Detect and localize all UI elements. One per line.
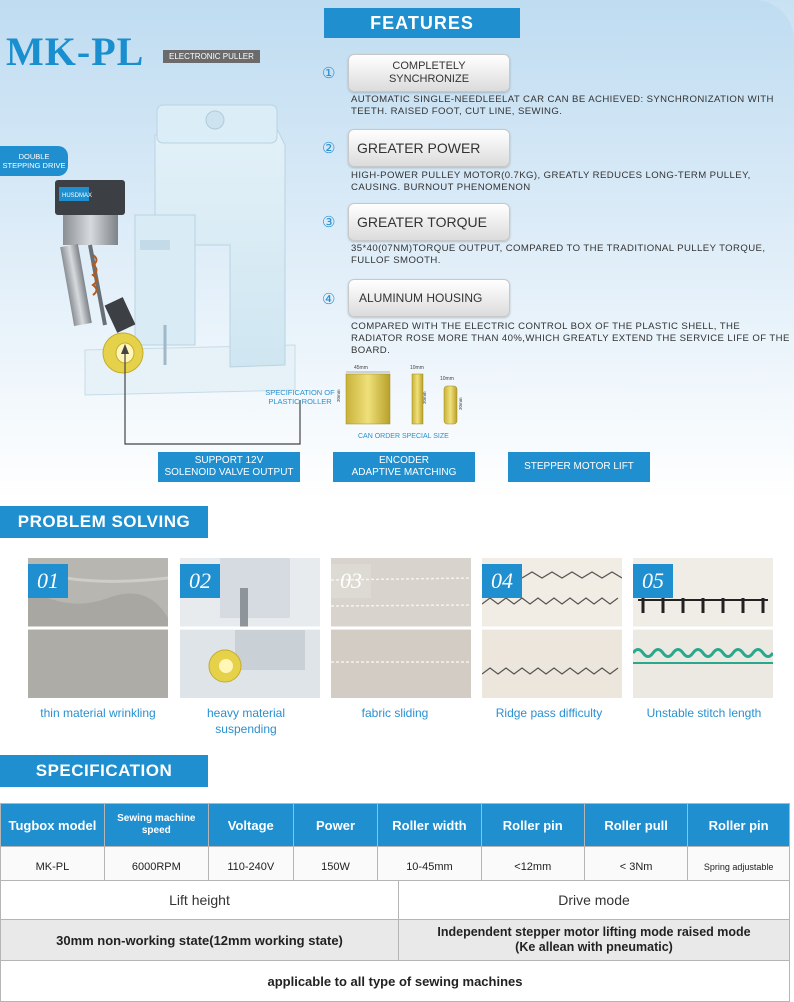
spec-header-power: Power	[293, 804, 378, 847]
problem-4-caption	[474, 705, 624, 721]
feature-3-title-line-1: GREATER TORQUE	[357, 214, 487, 230]
spec-roller-label	[262, 388, 338, 406]
spec-value-roller-width: 10-45mm	[378, 847, 481, 887]
spec-roller-line-1: SPECIFICATION OF	[265, 388, 335, 397]
feature-2-description: HIGH-POWER PULLEY MOTOR(0.7KG), GREATLY REDUCES LONG-TERM PULLEY, CAUSING. BURNOUT PHENOMENON	[351, 170, 751, 193]
problem-card-2	[180, 558, 320, 698]
problem-solving-header: PROBLEM SOLVING	[0, 506, 208, 538]
tag-encoder-line-2: ADAPTIVE MATCHING	[351, 467, 457, 478]
spec-label-row	[1, 881, 790, 920]
feature-3-number: ③	[322, 214, 336, 231]
spec-value-roller-pin: <12mm	[481, 847, 584, 887]
feature-3-title	[348, 203, 510, 241]
spec-value-roller-pull: < 3Nm	[584, 847, 687, 887]
spec-header-tugbox-model: Tugbox model	[1, 804, 105, 847]
problem-card-1	[28, 558, 168, 698]
lift-height-label: Lift height	[1, 881, 399, 920]
roller-dim-small: 10mm	[440, 376, 454, 382]
problem-1-caption	[23, 705, 173, 721]
specification-header: SPECIFICATION	[0, 755, 208, 787]
spec-header-row	[1, 804, 790, 847]
spec-value-roller-pin-2: Spring adjustable	[688, 847, 790, 887]
callout-line-2: STEPPING DRIVE	[2, 161, 66, 170]
specification-table	[0, 803, 790, 887]
feature-4-title-line-1: ALUMINUM HOUSING	[359, 291, 483, 305]
roller-dim-narrow: 10mm	[410, 365, 424, 371]
problem-1-number: 01	[28, 564, 68, 598]
feature-4-number: ④	[322, 291, 336, 308]
feature-2-title-line-1: GREATER POWER	[357, 140, 481, 156]
lift-height-value: 30mm non-working state(12mm working state)	[1, 920, 399, 961]
tag-solenoid-line-2: SOLENOID VALVE OUTPUT	[164, 467, 294, 478]
feature-2-number: ②	[322, 140, 336, 157]
problem-2-caption-line-2: suspending	[215, 722, 277, 736]
drive-mode-label: Drive mode	[399, 881, 790, 920]
feature-1-title-line-1: COMPLETELY	[392, 60, 466, 72]
problem-4-number: 04	[482, 564, 522, 598]
feature-4-title	[348, 279, 510, 317]
spec-footer: applicable to all type of sewing machines	[1, 961, 790, 1002]
spec-detail-row	[1, 920, 790, 961]
callout-line-1: DOUBLE	[18, 152, 50, 161]
spec-roller-line-2: PLASTIC ROLLER	[268, 397, 332, 406]
spec-value-model: MK-PL	[1, 847, 105, 887]
drive-mode-line-2: (Ke allean with pneumatic)	[515, 940, 673, 954]
drive-mode-value	[399, 920, 790, 961]
problem-2-number: 02	[180, 564, 220, 598]
spec-footer-row	[1, 961, 790, 1002]
spec-header-roller-pin: Roller pin	[481, 804, 584, 847]
features-header: FEATURES	[324, 8, 520, 38]
problem-3-number: 03	[331, 564, 371, 598]
tag-solenoid-line-1: SUPPORT 12V	[194, 455, 264, 466]
drive-mode-line-1: Independent stepper motor lifting mode raised mode	[437, 925, 751, 939]
problem-card-5	[633, 558, 773, 698]
feature-4-description: COMPARED WITH THE ELECTRIC CONTROL BOX OF THE PLASTIC SHELL, THE RADIATOR ROSE MORE THAN 40%,WHICH GREATLY EXTEND THE SERVICE LIFE OF THE BOARD.	[351, 321, 790, 356]
problem-card-3	[331, 558, 471, 698]
spec-header-roller-pin-2: Roller pin	[688, 804, 790, 847]
problem-2-caption	[171, 705, 321, 737]
feature-1-title-line-2: SYNCHRONIZE	[388, 73, 470, 85]
puller-brand-label: HUSDMAX	[62, 193, 93, 199]
spec-value-speed: 6000RPM	[104, 847, 208, 887]
specification-table-2	[0, 880, 790, 1002]
spec-header-voltage: Voltage	[208, 804, 293, 847]
feature-2-title	[348, 129, 510, 167]
problem-1-caption-line-1: thin material wrinkling	[40, 706, 156, 720]
tag-stepper-motor	[508, 452, 650, 482]
feature-3-description: 35*40(07NM)TORQUE OUTPUT, COMPARED TO THE TRADITIONAL PULLEY TORQUE, FULLOF SMOOTH.	[351, 243, 766, 266]
problem-5-number: 05	[633, 564, 673, 598]
problem-5-caption-line-1: Unstable stitch length	[646, 706, 762, 720]
tag-stepper-line-1: STEPPER MOTOR LIFT	[524, 461, 634, 472]
tag-solenoid-valve	[158, 452, 300, 482]
spec-header-speed: Sewing machine speed	[104, 804, 208, 847]
tag-encoder	[333, 452, 475, 482]
roller-dim-width: 45mm	[354, 365, 368, 371]
order-special-size: CAN ORDER SPECIAL SIZE	[358, 433, 449, 440]
problem-5-caption	[629, 705, 779, 721]
double-stepping-drive-callout	[0, 146, 68, 176]
roller-dim-dia3: 30mm	[458, 397, 463, 410]
spec-header-roller-pull: Roller pull	[584, 804, 687, 847]
feature-1-description: AUTOMATIC SINGLE-NEEDLEELAT CAR CAN BE ACHIEVED: SYNCHRONIZATION WITH TEETH. RAISED FOOT, CUT LINE, SEWING.	[351, 94, 774, 117]
plastic-roller-figure	[332, 362, 472, 432]
model-title: MK-PL	[6, 29, 145, 74]
model-subtitle: ELECTRONIC PULLER	[163, 50, 260, 63]
feature-1-number: ①	[322, 65, 336, 82]
problem-4-caption-line-1: Ridge pass difficulty	[495, 706, 603, 720]
problem-card-4	[482, 558, 622, 698]
feature-1-title	[348, 54, 510, 92]
tag-encoder-line-1: ENCODER	[378, 455, 429, 466]
spec-value-voltage: 110-240V	[208, 847, 293, 887]
spec-header-roller-width: Roller width	[378, 804, 481, 847]
problem-3-caption	[320, 705, 470, 721]
roller-dim-dia2: 30mm	[422, 391, 427, 404]
problem-3-caption-line-1: fabric sliding	[361, 706, 429, 720]
problem-2-caption-line-1: heavy material	[206, 706, 286, 720]
roller-dim-dia: 30mm	[336, 389, 341, 402]
spec-value-power: 150W	[293, 847, 378, 887]
